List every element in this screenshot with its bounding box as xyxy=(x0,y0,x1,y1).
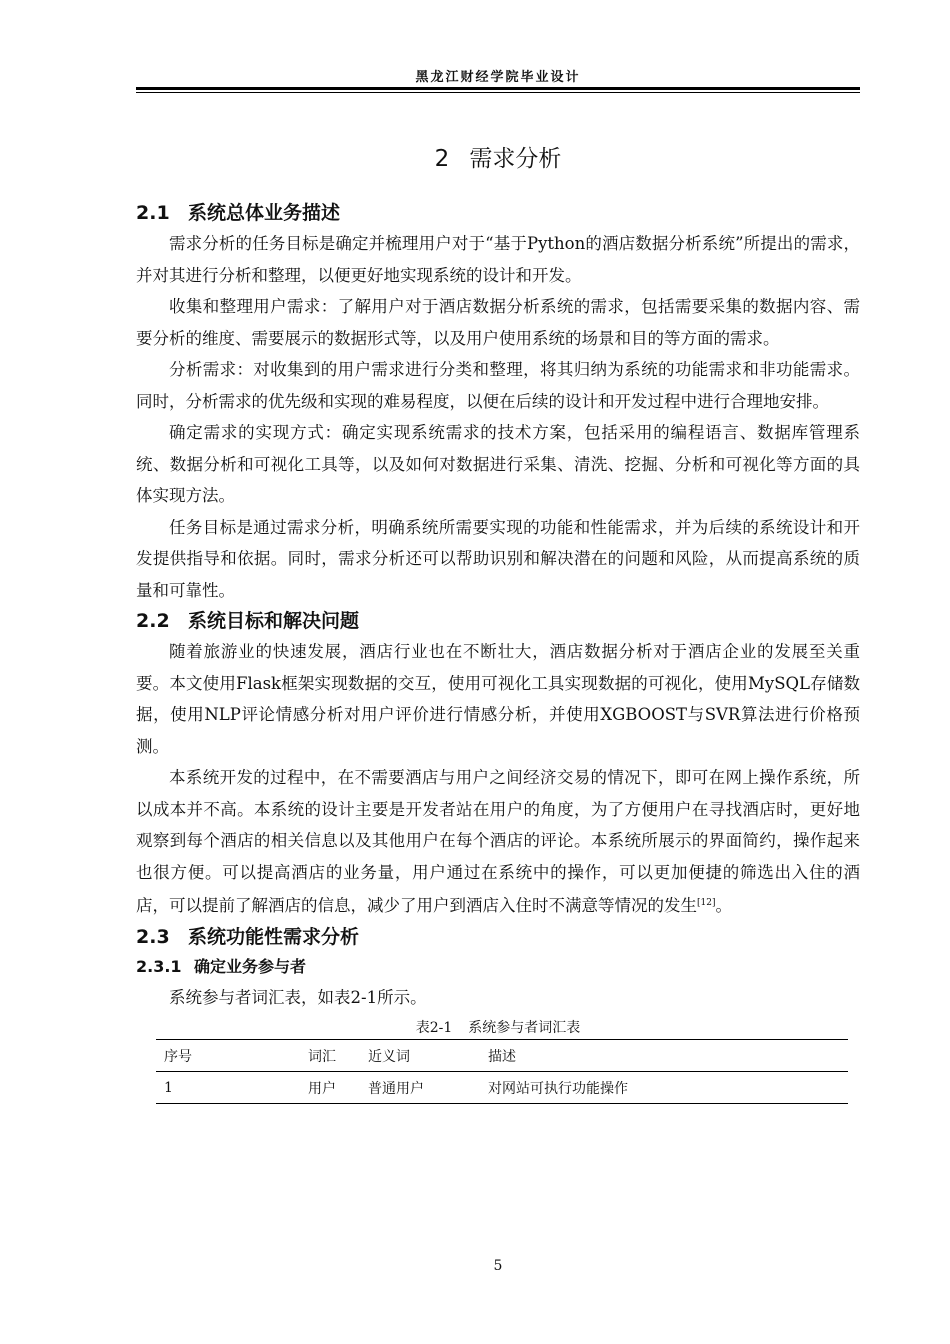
citation-ref: [12] xyxy=(697,898,716,908)
table-cell: 1 xyxy=(164,1079,173,1096)
paragraph-with-citation xyxy=(136,762,860,922)
header-rule-thick xyxy=(136,87,860,90)
section-number: 2.3 xyxy=(136,925,170,948)
table-caption xyxy=(136,1017,860,1039)
table-intro: 系统参与者词汇表，如表2-1所示。 xyxy=(169,987,427,1007)
header-rule-thin xyxy=(136,92,860,93)
page-number: 5 xyxy=(493,1258,503,1274)
section-title: 系统总体业务描述 xyxy=(188,202,341,224)
paragraph: 分析需求：对收集到的用户需求进行分类和整理，将其归纳为系统的功能需求和非功能需求。同时，分析需求的优先级和实现的难易程度，以便在后续的设计和开发过程中进行合理地安排。 xyxy=(136,360,860,411)
section-heading-2-2 xyxy=(136,606,860,636)
section-heading-2-1 xyxy=(136,198,860,228)
section-title: 系统功能性需求分析 xyxy=(188,925,360,948)
column-header: 词汇 xyxy=(308,1048,336,1065)
column-header: 序号 xyxy=(164,1048,192,1065)
section-number: 2.1 xyxy=(136,202,170,224)
subsection-heading-2-3-1 xyxy=(136,952,860,982)
chapter-title-text: 需求分析 xyxy=(469,146,562,172)
table-cell: 普通用户 xyxy=(368,1080,424,1097)
paragraph-text: 本系统开发的过程中，在不需要酒店与用户之间经济交易的情况下，即可在网上操作系统，所以成本并不高。本系统的设计主要是开发者站在用户的角度，为了方便用户在寻找酒店时，更好地观察到每个酒店的相关信息以及其他用户在每个酒店的评论。本系统所展示的界面简约，操作起来也很方便。可以提高酒店的业务量，用户通过在系统中的操作，可以更加便捷的筛选出入住的酒店，可以提前了解酒店的信息，减少了用户到酒店入住时不满意等情况的发生 xyxy=(136,768,860,915)
paragraph: 随着旅游业的快速发展，酒店行业也在不断壮大，酒店数据分析对于酒店企业的发展至关重要。本文使用Flask框架实现数据的交互，使用可视化工具实现数据的可视化，使用MySQL存储数据，使用NLP评论情感分析对用户评价进行情感分析，并使用XGBOOST与SVR算法进行价格预测。 xyxy=(136,642,860,756)
section-number: 2.2 xyxy=(136,610,170,632)
table-cell: 用户 xyxy=(308,1080,336,1097)
subsection-title: 确定业务参与者 xyxy=(194,956,307,976)
table-header-row xyxy=(156,1040,848,1072)
table-row xyxy=(156,1072,848,1104)
paragraph: 收集和整理用户需求：了解用户对于酒店数据分析系统的需求，包括需要采集的数据内容、需要分析的维度、需要展示的数据形式等，以及用户使用系统的场景和目的等方面的需求。 xyxy=(136,297,860,348)
table-caption-number: 表2-1 xyxy=(415,1020,453,1036)
paragraph: 确定需求的实现方式：确定实现系统需求的技术方案，包括采用的编程语言、数据库管理系统、数据分析和可视化工具等，以及如何对数据进行采集、清洗、挖掘、分析和可视化等方面的具体实现方法。 xyxy=(136,423,860,505)
section-title: 系统目标和解决问题 xyxy=(188,610,360,632)
subsection-number: 2.3.1 xyxy=(136,956,182,976)
section-heading-2-3 xyxy=(136,922,860,952)
paragraph: 任务目标是通过需求分析，明确系统所需要实现的功能和性能需求，并为后续的系统设计和开发提供指导和依据。同时，需求分析还可以帮助识别和解决潜在的问题和风险，从而提高系统的质量和可靠性。 xyxy=(136,517,860,600)
table-caption-title: 系统参与者词汇表 xyxy=(468,1020,581,1036)
chapter-number: 2 xyxy=(434,146,450,172)
page-content xyxy=(136,198,860,1104)
chapter-title xyxy=(136,140,860,173)
paragraph: 需求分析的任务目标是确定并梳理用户对于“基于Python的酒店数据分析系统”所提出的需求，并对其进行分析和整理，以便更好地实现系统的设计和开发。 xyxy=(136,234,860,285)
table-cell: 对网站可执行功能操作 xyxy=(488,1080,628,1097)
column-header: 近义词 xyxy=(368,1048,410,1065)
running-header: 黑龙江财经学院毕业设计 xyxy=(415,70,581,85)
paragraph-tail: 。 xyxy=(715,896,732,915)
participants-table xyxy=(156,1039,848,1104)
column-header: 描述 xyxy=(488,1048,516,1065)
